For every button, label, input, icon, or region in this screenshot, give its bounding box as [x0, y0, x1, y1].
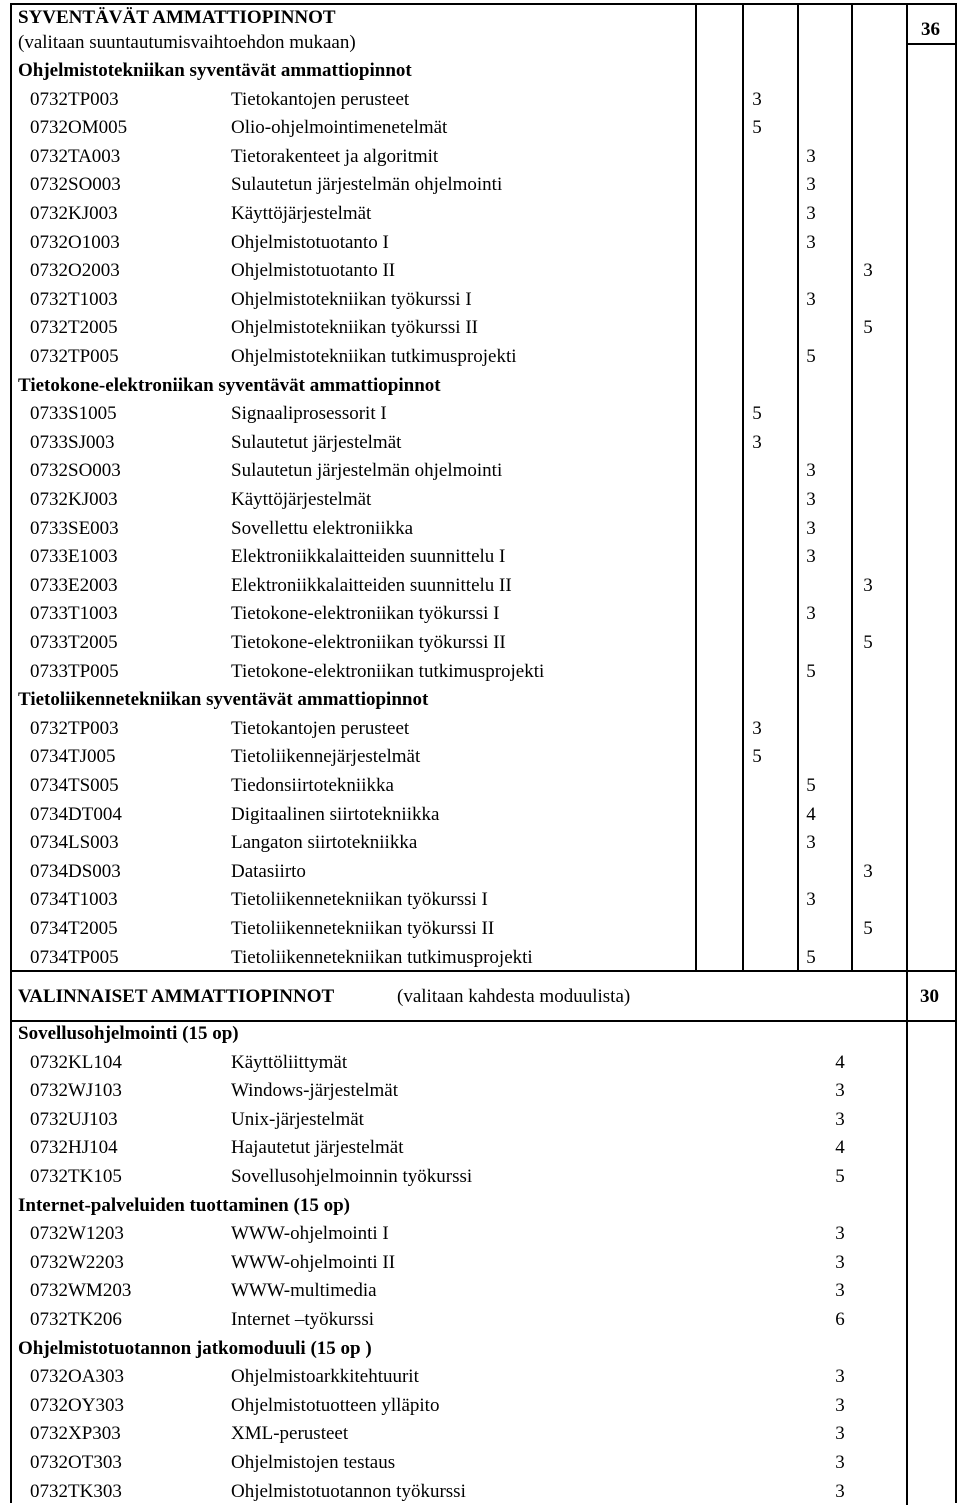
course-credits: 4	[806, 803, 816, 825]
course-name: Sulautetun järjestelmän ohjelmointi	[231, 174, 503, 196]
course-credits: 3	[806, 546, 816, 568]
table-border-right	[955, 3, 957, 1503]
course-code: 0732W2203	[30, 1251, 124, 1273]
course-credits: 5	[752, 117, 762, 139]
table-border-top	[10, 3, 956, 5]
course-credits: 3	[835, 1280, 845, 1302]
course-code: 0732KJ003	[30, 489, 118, 510]
course-name: Olio-ohjelmointimenetelmät	[231, 117, 448, 139]
course-credits: 5	[806, 775, 816, 796]
course-credits: 3	[806, 460, 816, 482]
course-credits: 5	[835, 1166, 845, 1187]
course-credits: 5	[863, 632, 873, 653]
course-name: Datasiirto	[231, 860, 306, 882]
course-credits: 3	[806, 889, 816, 911]
course-name: WWW-ohjelmointi II	[231, 1251, 396, 1273]
course-code: 0733S1005	[30, 403, 117, 425]
course-credits: 3	[835, 1423, 845, 1445]
course-credits: 3	[806, 231, 816, 253]
course-code: 0732KJ003	[30, 203, 118, 224]
course-credits: 3	[806, 832, 816, 854]
course-credits: 3	[835, 1480, 845, 1502]
course-name: Elektroniikkalaitteiden suunnittelu II	[231, 574, 512, 596]
course-code: 0733E2003	[30, 574, 118, 596]
column-divider-3	[797, 3, 799, 970]
course-code: 0734T1003	[30, 889, 118, 911]
course-code: 0734TS005	[30, 775, 119, 796]
course-credits: 3	[806, 174, 816, 196]
course-credits: 3	[806, 203, 816, 224]
course-credits: 6	[835, 1309, 845, 1330]
course-code: 0732T1003	[30, 288, 118, 310]
course-code: 0732OY303	[30, 1394, 124, 1416]
course-name: Tietokone-elektroniikan tutkimusprojekti	[231, 660, 545, 682]
group-heading: Tietoliikennetekniikan syventävät ammattiopinnot	[18, 689, 429, 711]
course-code: 0732UJ103	[30, 1108, 118, 1130]
course-code: 0732O1003	[30, 231, 120, 253]
course-name: Elektroniikkalaitteiden suunnittelu I	[231, 546, 506, 568]
course-credits: 3	[863, 574, 873, 596]
course-name: Ohjelmistotuotteen ylläpito	[231, 1394, 440, 1416]
course-code: 0733TP005	[30, 660, 119, 682]
group-heading: Ohjelmistotekniikan syventävät ammattiopinnot	[18, 60, 412, 81]
course-code: 0732TK303	[30, 1480, 122, 1502]
column-divider-4	[851, 3, 853, 970]
course-code: 0734TJ005	[30, 746, 116, 768]
course-code: 0734DT004	[30, 803, 122, 825]
course-credits: 5	[806, 660, 816, 682]
course-name: Tietorakenteet ja algoritmit	[231, 145, 439, 167]
course-name: Käyttöliittymät	[231, 1051, 348, 1073]
course-name: Sulautetut järjestelmät	[231, 431, 402, 453]
course-name: Ohjelmistotekniikan tutkimusprojekti	[231, 346, 517, 367]
course-credits: 5	[806, 946, 816, 968]
course-credits: 3	[835, 1251, 845, 1273]
course-name: Tietoliikennetekniikan työkurssi II	[231, 918, 495, 939]
course-credits: 4	[835, 1051, 845, 1073]
course-name: Ohjelmistotuotannon työkurssi	[231, 1480, 466, 1502]
course-name: Ohjelmistoarkkitehtuurit	[231, 1366, 419, 1388]
course-credits: 3	[835, 1108, 845, 1130]
course-credits: 3	[752, 88, 762, 110]
course-name: Ohjelmistotekniikan työkurssi II	[231, 317, 478, 339]
course-name: WWW-multimedia	[231, 1280, 377, 1302]
section-title: SYVENTÄVÄT AMMATTIOPINNOT	[18, 7, 336, 28]
course-code: 0732W1203	[30, 1223, 124, 1245]
course-name: Signaaliprosessorit I	[231, 403, 387, 425]
curriculum-table	[10, 3, 956, 1503]
column-divider-5	[906, 3, 908, 970]
course-code: 0732WM203	[30, 1280, 132, 1302]
course-name: Tietokantojen perusteet	[231, 88, 410, 110]
course-code: 0732O2003	[30, 260, 120, 282]
section-divider-top	[10, 970, 956, 972]
course-name: XML-perusteet	[231, 1423, 349, 1445]
course-credits: 3	[863, 260, 873, 282]
section-divider-bottom	[10, 1020, 956, 1022]
course-credits: 5	[863, 317, 873, 339]
course-code: 0732HJ104	[30, 1137, 118, 1159]
group-heading: Tietokone-elektroniikan syventävät ammattiopinnot	[18, 374, 441, 396]
course-code: 0733SJ003	[30, 431, 115, 453]
course-name: Tiedonsiirtotekniikka	[231, 775, 394, 796]
course-name: Tietoliikennejärjestelmät	[231, 746, 421, 768]
course-name: Tietokantojen perusteet	[231, 717, 410, 739]
course-code: 0732SO003	[30, 174, 121, 196]
course-code: 0732OA303	[30, 1366, 124, 1388]
course-name: Käyttöjärjestelmät	[231, 203, 372, 224]
course-name: Tietoliikennetekniikan työkurssi I	[231, 889, 488, 911]
course-code: 0733E1003	[30, 546, 118, 568]
course-name: Digitaalinen siirtotekniikka	[231, 803, 440, 825]
course-name: WWW-ohjelmointi I	[231, 1223, 389, 1245]
course-code: 0732OM005	[30, 117, 128, 139]
course-code: 0732TP005	[30, 346, 119, 367]
course-name: Tietokone-elektroniikan työkurssi II	[231, 632, 506, 653]
course-code: 0732KL104	[30, 1051, 122, 1073]
course-code: 0732XP303	[30, 1423, 121, 1445]
course-credits: 5	[806, 346, 816, 367]
course-credits: 3	[806, 145, 816, 167]
course-code: 0732OT303	[30, 1452, 122, 1473]
course-name: Hajautetut järjestelmät	[231, 1137, 404, 1159]
course-credits: 3	[752, 431, 762, 453]
module-heading: Internet-palveluiden tuottaminen (15 op)	[18, 1194, 350, 1216]
course-credits: 5	[752, 746, 762, 768]
module-heading: Ohjelmistotuotannon jatkomoduuli (15 op )	[18, 1337, 372, 1359]
course-name: Ohjelmistotuotanto II	[231, 260, 396, 282]
page-number: 36	[921, 19, 940, 40]
course-credits: 3	[806, 288, 816, 310]
course-name: Sovellettu elektroniikka	[231, 517, 414, 539]
course-code: 0732TK206	[30, 1309, 122, 1330]
course-credits: 3	[752, 717, 762, 739]
course-name: Käyttöjärjestelmät	[231, 489, 372, 510]
course-code: 0732TP003	[30, 88, 119, 110]
course-name: Tietoliikennetekniikan tutkimusprojekti	[231, 946, 533, 968]
optional-note: (valitaan kahdesta moduulista)	[397, 986, 631, 1007]
course-credits: 3	[835, 1452, 845, 1473]
column-divider-2	[742, 3, 744, 970]
course-code: 0732TP003	[30, 717, 119, 739]
module-heading: Sovellusohjelmointi (15 op)	[18, 1023, 239, 1044]
course-code: 0732SO003	[30, 460, 121, 482]
course-credits: 3	[806, 489, 816, 510]
course-name: Unix-järjestelmät	[231, 1108, 364, 1130]
optional-title: VALINNAISET AMMATTIOPINNOT	[18, 986, 335, 1007]
course-code: 0732T2005	[30, 317, 118, 339]
course-name: Ohjelmistojen testaus	[231, 1452, 396, 1473]
course-code: 0732TK105	[30, 1166, 122, 1187]
course-credits: 3	[806, 603, 816, 625]
course-name: Tietokone-elektroniikan työkurssi I	[231, 603, 500, 625]
course-code: 0733SE003	[30, 517, 119, 539]
course-credits: 5	[752, 403, 762, 425]
course-name: Windows-järjestelmät	[231, 1080, 399, 1102]
course-code: 0734TP005	[30, 946, 119, 968]
course-credits: 3	[806, 517, 816, 539]
course-credits: 3	[863, 860, 873, 882]
optional-total: 30	[920, 986, 939, 1007]
column-divider-1	[695, 3, 697, 970]
course-code: 0732TA003	[30, 145, 121, 167]
column-divider-sec3	[906, 1020, 908, 1505]
course-code: 0734T2005	[30, 918, 118, 939]
course-credits: 4	[835, 1137, 845, 1159]
course-name: Sulautetun järjestelmän ohjelmointi	[231, 460, 503, 482]
course-name: Sovellusohjelmoinnin työkurssi	[231, 1166, 473, 1187]
course-code: 0733T1003	[30, 603, 118, 625]
course-name: Internet –työkurssi	[231, 1309, 375, 1330]
course-code: 0732WJ103	[30, 1080, 122, 1102]
table-border-left	[10, 3, 12, 1503]
course-credits: 5	[863, 918, 873, 939]
column-divider-total	[906, 970, 908, 1020]
course-name: Ohjelmistotuotanto I	[231, 231, 389, 253]
course-credits: 3	[835, 1394, 845, 1416]
course-credits: 3	[835, 1223, 845, 1245]
section-subtitle: (valitaan suuntautumisvaihtoehdon mukaan)	[18, 32, 356, 53]
course-credits: 3	[835, 1080, 845, 1102]
page-number-divider	[906, 43, 956, 45]
course-name: Langaton siirtotekniikka	[231, 832, 418, 854]
course-credits: 3	[835, 1366, 845, 1388]
course-name: Ohjelmistotekniikan työkurssi I	[231, 288, 472, 310]
course-code: 0734DS003	[30, 860, 121, 882]
course-code: 0734LS003	[30, 832, 119, 854]
course-code: 0733T2005	[30, 632, 118, 653]
